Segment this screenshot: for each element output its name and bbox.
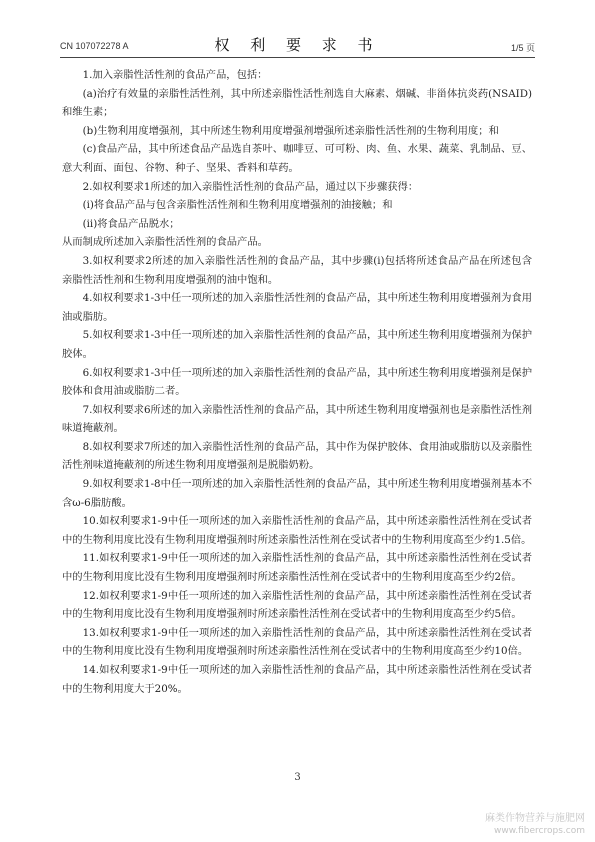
claim-paragraph: 7.如权利要求6所述的加入亲脂性活性剂的食品产品，其中所述生物利用度增强剂也是亲脂性活性剂味道掩蔽剂。 [62, 403, 532, 435]
claim-paragraph: 10.如权利要求1-9中任一项所述的加入亲脂性活性剂的食品产品，其中所述亲脂性活性剂在受试者中的生物利用度比没有生物利用度增强剂时所述亲脂性活性剂在受试者中的生物利用度高至少约1.5倍。 [62, 515, 532, 546]
claim-paragraph: 2.如权利要求1所述的加入亲脂性活性剂的食品产品，通过以下步骤获得： [82, 180, 419, 193]
page-count: 1/5 页 [510, 43, 535, 53]
page-number: 3 [294, 772, 301, 783]
watermark-url: www.fibercrops.com [494, 826, 585, 836]
claim-paragraph: 5.如权利要求1-3中任一项所述的加入亲脂性活性剂的食品产品，其中所述生物利用度增强剂为保护胶体。 [62, 329, 532, 360]
claim-paragraph: 3.如权利要求2所述的加入亲脂性活性剂的食品产品，其中步骤(i)包括将所述食品产品在所述包含亲脂性活性剂和生物利用度增强剂的油中饱和。 [62, 254, 532, 286]
document-id: CN 107072278 A [60, 41, 129, 51]
claims-body [62, 66, 532, 698]
claim-paragraph: (c)食品产品，其中所述食品产品选自茶叶、咖啡豆、可可粉、肉、鱼、水果、蔬菜、乳制品、豆、意大利面、面包、谷物、种子、坚果、香料和草药。 [62, 143, 532, 174]
page-title: 权 利 要 求 书 [214, 36, 381, 54]
claim-paragraph: 14.如权利要求1-9中任一项所述的加入亲脂性活性剂的食品产品，其中所述亲脂性活性剂在受试者中的生物利用度大于20%。 [62, 664, 532, 695]
claim-paragraph: 1.加入亲脂性活性剂的食品产品，包括： [82, 69, 268, 81]
claim-paragraph: 从而制成所述加入亲脂性活性剂的食品产品。 [62, 236, 268, 249]
claim-paragraph: 9.如权利要求1-8中任一项所述的加入亲脂性活性剂的食品产品，其中所述生物利用度增强剂基本不含ω-6脂肪酸。 [62, 478, 532, 509]
claim-paragraph: 4.如权利要求1-3中任一项所述的加入亲脂性活性剂的食品产品，其中所述生物利用度增强剂为食用油或脂肪。 [62, 292, 532, 323]
claim-paragraph: (i)将食品产品与包含亲脂性活性剂和生物利用度增强剂的油接触；和 [82, 199, 393, 212]
header-divider [60, 57, 535, 58]
page-header [60, 0, 535, 58]
claim-paragraph: 13.如权利要求1-9中任一项所述的加入亲脂性活性剂的食品产品，其中所述亲脂性活性剂在受试者中的生物利用度比没有生物利用度增强剂时所述亲脂性活性剂在受试者中的生物利用度高至少约10倍。 [62, 626, 532, 658]
claim-paragraph: 6.如权利要求1-3中任一项所述的加入亲脂性活性剂的食品产品，其中所述生物利用度增强剂是保护胶体和食用油或脂肪二者。 [62, 366, 532, 398]
site-watermark [485, 812, 585, 838]
claim-paragraph: 12.如权利要求1-9中任一项所述的加入亲脂性活性剂的食品产品，其中所述亲脂性活性剂在受试者中的生物利用度比没有生物利用度增强剂时所述亲脂性活性剂在受试者中的生物利用度高至少约5倍。 [62, 589, 532, 621]
claim-paragraph: 8.如权利要求7所述的加入亲脂性活性剂的食品产品，其中作为保护胶体、食用油或脂肪以及亲脂性活性剂味道掩蔽剂的所述生物利用度增强剂是脱脂奶粉。 [62, 440, 532, 472]
claim-paragraph: (a)治疗有效量的亲脂性活性剂，其中所述亲脂性活性剂选自大麻素、烟碱、非甾体抗炎药(NSAID)和维生素； [62, 87, 532, 119]
claim-paragraph: 11.如权利要求1-9中任一项所述的加入亲脂性活性剂的食品产品，其中所述亲脂性活性剂在受试者中的生物利用度比没有生物利用度增强剂时所述亲脂性活性剂在受试者中的生物利用度高至少约2倍。 [62, 552, 532, 584]
claim-paragraph: (ii)将食品产品脱水； [82, 217, 180, 230]
watermark-name: 麻类作物营养与施肥网 [485, 813, 585, 824]
claim-paragraph: (b)生物利用度增强剂，其中所述生物利用度增强剂增强所述亲脂性活性剂的生物利用度；和 [82, 124, 499, 137]
